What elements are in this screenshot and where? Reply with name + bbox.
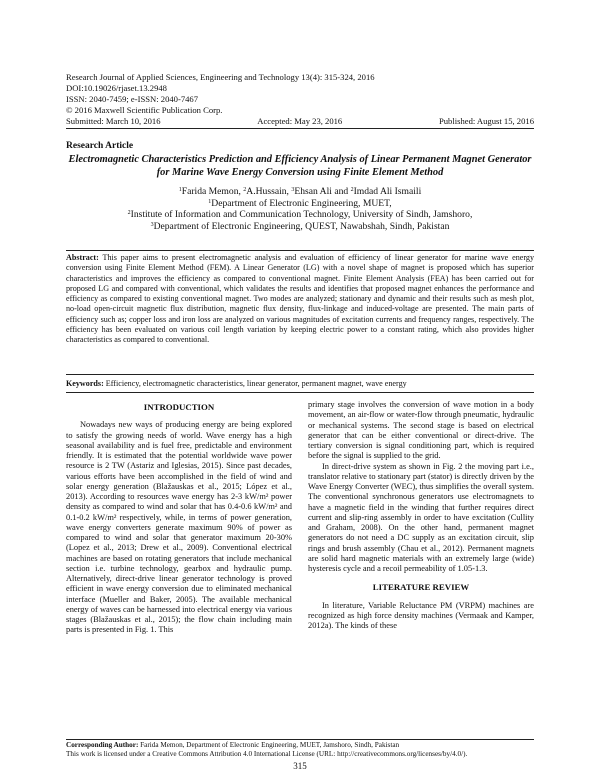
accepted-date: Accepted: May 23, 2016 [257, 116, 343, 126]
keywords [66, 379, 534, 388]
keywords-divider [66, 392, 534, 393]
published-date: Published: August 15, 2016 [438, 116, 534, 126]
issn: ISSN: 2040-7459; e-ISSN: 2040-7467 [66, 94, 199, 104]
footer-divider [66, 739, 534, 740]
author-sup: 2 [350, 187, 354, 193]
submitted-date: Submitted: March 10, 2016 [66, 116, 161, 126]
left-column [66, 400, 292, 636]
author-sup: 2 [243, 187, 247, 193]
header-divider [66, 128, 534, 129]
paragraph: primary stage involves the conversion of wave motion in a body movement, an air-flow or water-flow through pneumatic, hydraulic or mechanical systems. The second stage is based on electrical generator that can be either conventional or direct-drive. The tertiary conversion is signal conditioning part, which is required before the signal is supplied to the grid. [308, 400, 534, 461]
license: This work is licensed under a Creative Commons Attribution 4.0 International License (URL: http://creativecommons.org/licenses/by/4.0/). [66, 750, 468, 758]
keywords-label: Keywords: [66, 379, 104, 388]
authors-block [66, 186, 534, 232]
affiliation [66, 221, 534, 233]
affiliation-sup: 2 [127, 210, 131, 216]
page-number: 315 [293, 761, 307, 771]
keywords-text: Efficiency, electromagnetic characteristics, linear generator, permanent magnet, wave energy [105, 379, 407, 388]
journal-header [66, 72, 375, 116]
corr-text: Farida Memon, Department of Electronic Engineering, MUET, Jamshoro, Sindh, Pakistan [140, 741, 400, 749]
right-column [308, 400, 534, 631]
corr-label: Corresponding Author: [66, 741, 139, 749]
author-name: Farida Memon, [181, 186, 244, 197]
affiliation-sup: 1 [208, 198, 212, 205]
article-type: Research Article [66, 141, 134, 151]
affiliation-sup: 3 [150, 221, 154, 228]
affiliation-text: Department of Electronic Engineering, QUEST, Nawabshah, Sindh, Pakistan [153, 220, 450, 232]
affiliation [66, 198, 534, 210]
copyright: © 2016 Maxwell Scientific Publication Corp. [66, 105, 223, 115]
affiliation-text: Department of Electronic Engineering, MUET, [211, 197, 392, 209]
journal-citation: Research Journal of Applied Sciences, Engineering and Technology 13(4): 315-324, 2016 [66, 72, 375, 82]
section-heading-introduction: INTRODUCTION [143, 402, 215, 412]
dates-row [66, 116, 534, 126]
abstract-text: This paper aims to present electromagnetic analysis and evaluation of efficiency of linear generator for marine wave energy conversion using Finite Element Method (FEM). A Linear Generator (LG) with a novel shape of magnet is proposed which has superior characteristics and improves the efficiency as compared to conventional magnet. Finite Element Analysis (FEA) has been carried out for proposed LG and compared with conventional, which validates the results and identifies that proposed magnet enhances the performance and efficiency as compared to existing conventional magnet. Two modes are analyzed; stationary and dynamic and their results such as mesh plot, no-load open-circuit magnetic flux distribution, magnetic flux density, flux-linkage and induced-voltage are presented. The main parts of efficiency such as; copper loss and iron loss are analyzed on various magnitudes of excitation currents and frequency ranges, respectively. The efficiency has been evaluated on various coil length variation by keeping electric power to a constant rating, which also provides higher characteristics as compared to conventional. [66, 253, 534, 345]
affiliation [66, 209, 534, 221]
doi: DOI:10.19026/rjaset.13.2948 [66, 83, 167, 93]
abstract-bottom-divider [66, 374, 534, 375]
paragraph: In literature, Variable Reluctance PM (VRPM) machines are recognized as high force density machines (Vermaak and Kamper, 2012a). The kinds of these [308, 600, 534, 630]
paper-title: Electromagnetic Characteristics Prediction and Efficiency Analysis of Linear Permanent Magnet Generator for Marine Wave Energy Conversion using Finite Element Method [68, 154, 532, 178]
paragraph: Nowadays new ways of producing energy are being explored to satisfy the growing needs of world. Wave energy has a high seasonal availability and is fuel free, predictable and environment friendly. It is estimated that the potential worldwide wave power resource is 2 TW (Astariz and Iglesias, 2015). Since past decades, various efforts have been accomplished in the field of wind and solar energy generation (Blažauskas et al., 2015; López et al., 2013). According to resources wave energy has 2-3 kW/m² power density as compared to wind and solar that has 0.4-0.6 kW/m² and 0.1-0.2 kW/m² respectively, while, in terms of power generation, wave energy converters generate maximum 90% of power as compared to wind and solar that generator maximum 20-30% (Lopez et al., 2013; Drew et al., 2009). Conventional electrical machines are based on rotating generators that include mechanical section i.e. turbine technology, gearbox and hydraulic pump. Alternatively, direct-drive linear generator technology is proved efficient in wave energy conversion due to eliminated mechanical interface (Mueller and Baker, 2005). The available mechanical energy of waves can be harnessed into electrical energy via various stages (Blažauskas et al., 2015); the flow chain including main parts is presented in Fig. 1. This [66, 420, 292, 635]
footer [66, 741, 534, 759]
author-name: Imdad Ali Ismaili [353, 186, 422, 197]
paragraph: In direct-drive system as shown in Fig. 2 the moving part i.e., translator relative to stationary part (stator) is directly driven by the Wave Energy Converter (WEC), thus simplifies the overall system. The conventional synchronous generators use electromagnets to have a magnetic field in the winding that further requires direct current and slip-ring assembly in order to have excitation (Cullity and Graham, 2008). On the other hand, permanent magnet generators do not need a DC supply as an excitation circuit, slip rings and brush assembly (Chau et al., 2012). Permanent magnets are solid hard magnetic materials with an extremely large (wide) hysteresis cycle and a recoil permeability of 1.05-1.3. [308, 461, 534, 573]
corresponding-author [66, 741, 534, 750]
author-name: A.Hussain, [246, 186, 292, 197]
author-sup: 3 [291, 187, 295, 193]
section-heading-literature-review: LITERATURE REVIEW [372, 582, 470, 593]
abstract-label: Abstract: [66, 253, 99, 262]
abstract-top-divider [66, 250, 534, 251]
author-sup: 1 [178, 187, 182, 193]
author-list [66, 186, 534, 198]
abstract [66, 253, 534, 346]
affiliation-text: Institute of Information and Communication Technology, University of Sindh, Jamshoro, [130, 209, 473, 220]
author-name: Ehsan Ali and [294, 186, 351, 197]
